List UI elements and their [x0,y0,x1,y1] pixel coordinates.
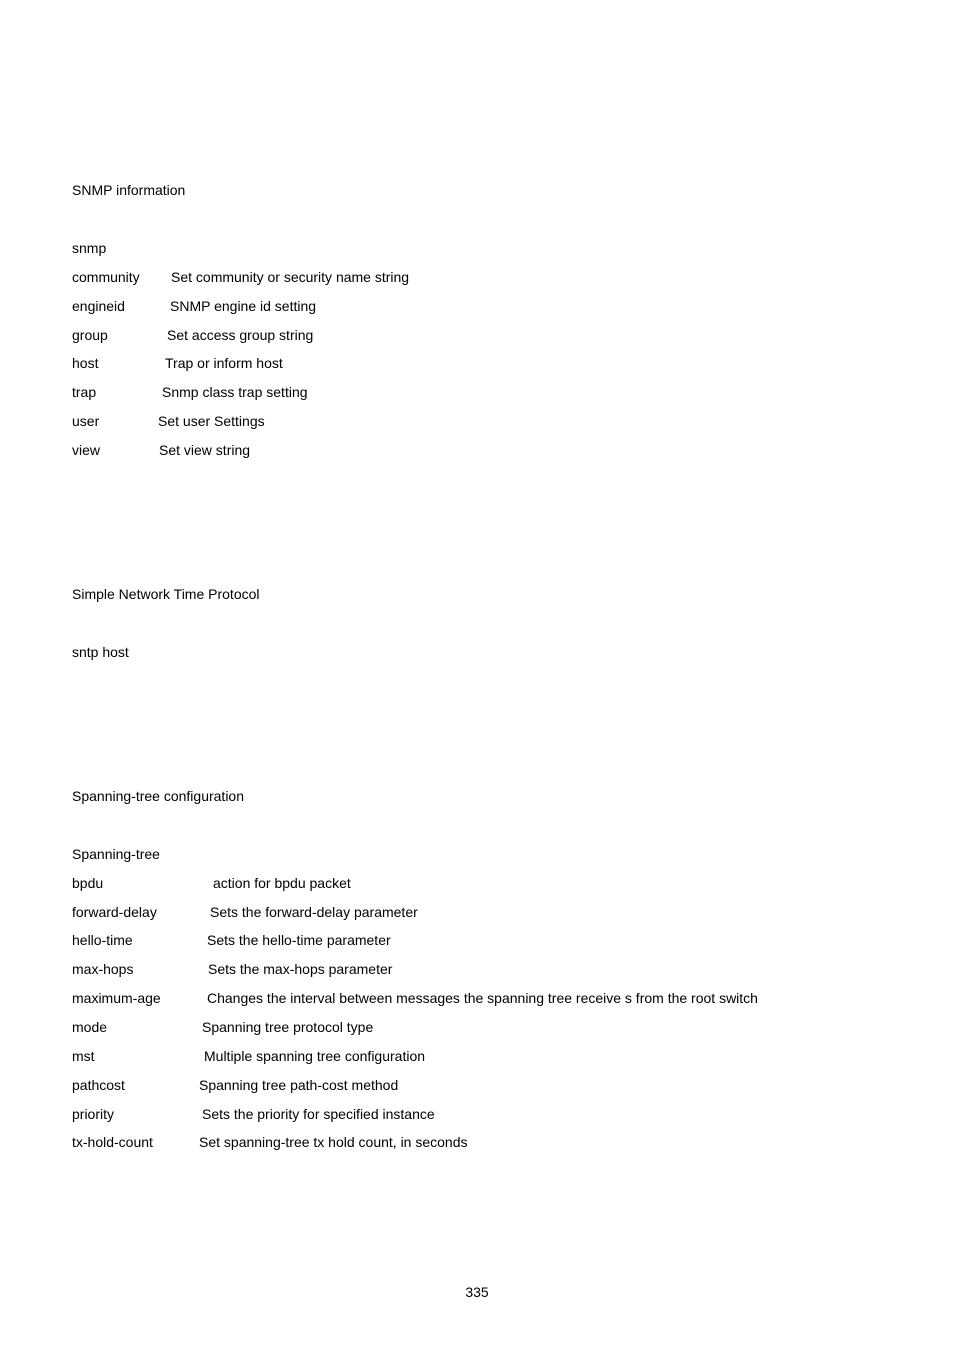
option-desc: Spanning tree path-cost method [199,1077,399,1093]
option-desc: Sets the forward-delay parameter [210,904,418,920]
option-name: bpdu [72,875,104,891]
option-name: host [72,355,99,371]
option-name: priority [72,1106,115,1122]
option-desc: Set user Settings [158,413,265,429]
option-name: forward-delay [72,904,157,920]
option-desc: Spanning tree protocol type [202,1019,374,1035]
snmp-command: snmp [72,240,107,256]
option-desc: Sets the priority for specified instance [202,1106,435,1122]
stp-description: Spanning-tree configuration [72,788,245,804]
option-desc: Multiple spanning tree configuration [204,1048,426,1064]
option-desc: Set community or security name string [171,269,410,285]
option-desc: Sets the max-hops parameter [208,961,393,977]
option-desc: Set view string [159,442,251,458]
option-desc: Trap or inform host [165,355,283,371]
option-name: view [72,442,101,458]
page-number: 335 [465,1284,489,1300]
option-name: maximum-age [72,990,161,1006]
option-desc: Changes the interval between messages the spanning tree receive s from the root switch [207,990,758,1006]
option-name: group [72,327,108,343]
option-name: hello-time [72,932,133,948]
option-desc: Sets the hello-time parameter [207,932,391,948]
stp-command: Spanning-tree [72,846,160,862]
option-name: trap [72,384,97,400]
option-desc: action for bpdu packet [213,875,351,891]
option-name: pathcost [72,1077,125,1093]
snmp-description: SNMP information [72,182,186,198]
option-name: engineid [72,298,125,314]
sntp-description: Simple Network Time Protocol [72,586,260,602]
option-name: community [72,269,140,285]
option-name: mode [72,1019,108,1035]
option-name: mst [72,1048,95,1064]
option-name: user [72,413,100,429]
option-desc: Set spanning-tree tx hold count, in seconds [199,1134,468,1150]
sntp-command: sntp host [72,644,129,660]
option-desc: Snmp class trap setting [162,384,308,400]
option-desc: Set access group string [167,327,314,343]
option-name: tx-hold-count [72,1134,153,1150]
option-desc: SNMP engine id setting [170,298,317,314]
option-name: max-hops [72,961,134,977]
